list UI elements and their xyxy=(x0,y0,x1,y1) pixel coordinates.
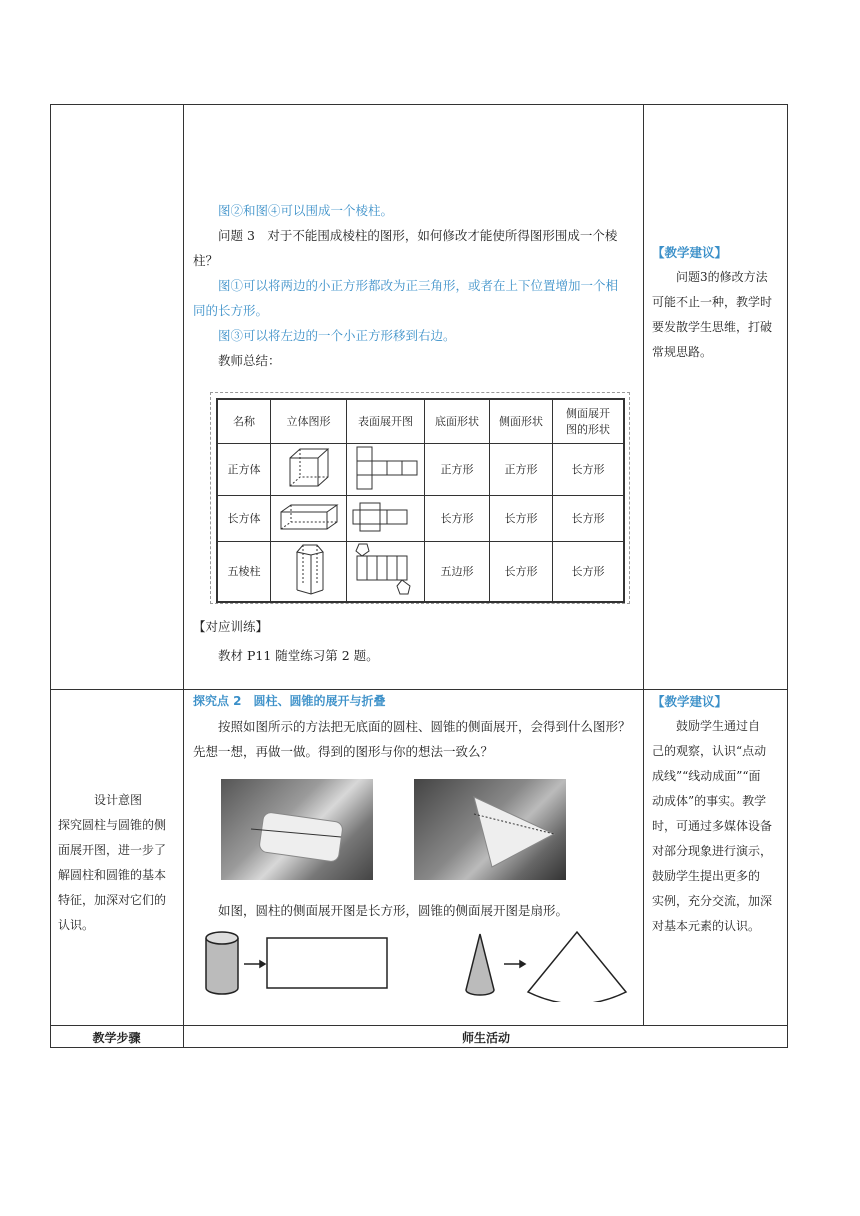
tip-line: 成线”“线动成面”“面 xyxy=(652,769,761,783)
section2-conclusion xyxy=(193,898,638,923)
column-divider-right xyxy=(643,104,644,1026)
cylinder-unfold-diagram xyxy=(200,930,390,1000)
tip-line: 要发散学生思维，打破 xyxy=(652,320,773,334)
table-row xyxy=(217,495,624,541)
row-name: 正方体 xyxy=(217,443,271,495)
teaching-tip-1 xyxy=(652,240,780,365)
answer-fig1-line1: 图①可以将两边的小正方形都改为正三角形，或者在上下位置增加一个相 xyxy=(218,278,619,293)
row-unfold: 长方形 xyxy=(553,495,625,541)
tip-title: 【教学建议】 xyxy=(652,245,728,260)
table-row xyxy=(217,443,624,495)
cuboid-net-icon xyxy=(347,495,425,541)
cuboid-icon xyxy=(271,495,347,541)
cube-icon xyxy=(271,443,347,495)
cone-unrolling-photo xyxy=(414,779,566,880)
summary-table xyxy=(216,398,625,603)
answer-fig3: 图③可以将左边的一个小正方形移到右边。 xyxy=(218,328,456,343)
section2-content xyxy=(193,689,638,764)
header-side-unfold: 侧面展开 图的形状 xyxy=(553,399,625,443)
teaching-tip-2 xyxy=(652,689,780,939)
tip-line: 常规思路。 xyxy=(652,345,713,359)
answer-prisms: 图②和图④可以围成一个棱柱。 xyxy=(218,203,394,218)
row-base: 五边形 xyxy=(425,541,490,602)
section2-para1-line1: 按照如图所示的方法把无底面的圆柱、圆锥的侧面展开，会得到什么图形？ xyxy=(218,719,631,734)
header-side: 侧面形状 xyxy=(490,399,553,443)
tip-line: 鼓励学生通过自 xyxy=(676,719,761,733)
row-unfold: 长方形 xyxy=(553,443,625,495)
cone-unfold-diagram xyxy=(460,930,630,1002)
tip-line: 时，可通过多媒体设备 xyxy=(652,819,773,833)
tip-line: 对部分现象进行演示， xyxy=(652,844,773,858)
row-name: 五棱柱 xyxy=(217,541,271,602)
tip-line: 实例，充分交流，加深 xyxy=(652,894,773,908)
answer-fig1-line2: 同的长方形。 xyxy=(193,303,269,318)
tip-title: 【教学建议】 xyxy=(652,694,728,709)
design-line: 认识。 xyxy=(58,918,95,932)
tip-line: 问题3的修改方法 xyxy=(676,270,768,284)
question-3-line1: 问题 3 对于不能围成棱柱的图形，如何修改才能使所得图形围成一个棱 xyxy=(218,228,618,243)
row-side: 长方形 xyxy=(490,495,553,541)
design-title: 设计意图 xyxy=(93,793,142,807)
tip-line: 对基本元素的认识。 xyxy=(652,919,761,933)
tip-line: 动成体”的事实。教学 xyxy=(652,794,767,808)
footer-teaching-steps: 教学步骤 xyxy=(92,1031,141,1045)
tip-line: 可能不止一种，教学时 xyxy=(652,295,773,309)
practice-block xyxy=(193,614,633,668)
row-unfold: 长方形 xyxy=(553,541,625,602)
tip-line: 己的观察，认识“点动 xyxy=(652,744,767,758)
cylinder-unrolling-photo xyxy=(221,779,373,880)
row-base: 正方形 xyxy=(425,443,490,495)
footer-activities: 师生活动 xyxy=(461,1031,510,1045)
practice-text: 教材 P11 随堂练习第 2 题。 xyxy=(218,648,379,663)
pentagonal-prism-icon xyxy=(271,541,347,602)
row-base: 长方形 xyxy=(425,495,490,541)
practice-title: 【对应训练】 xyxy=(193,619,269,634)
row-side: 长方形 xyxy=(490,541,553,602)
table-row xyxy=(217,541,624,602)
header-net: 表面展开图 xyxy=(347,399,425,443)
design-intent xyxy=(58,788,178,938)
section2-para2: 如图，圆柱的侧面展开图是长方形，圆锥的侧面展开图是扇形。 xyxy=(218,903,569,918)
teacher-summary-label: 教师总结： xyxy=(218,353,281,368)
section1-content xyxy=(193,198,633,373)
pentagonal-prism-net-icon xyxy=(347,541,425,602)
header-solid: 立体图形 xyxy=(271,399,347,443)
tip-line: 鼓励学生提出更多的 xyxy=(652,869,761,883)
header-base: 底面形状 xyxy=(425,399,490,443)
row-divider-2 xyxy=(50,1025,788,1026)
design-line: 探究圆柱与圆锥的侧 xyxy=(58,818,167,832)
section2-para1-line2: 先想一想，再做一做。得到的图形与你的想法一致么？ xyxy=(193,744,494,759)
design-line: 解圆柱和圆锥的基本 xyxy=(58,868,167,882)
question-3-line2: 柱？ xyxy=(193,253,219,268)
design-line: 特征，加深对它们的 xyxy=(58,893,167,907)
header-name: 名称 xyxy=(217,399,271,443)
column-divider-left xyxy=(183,104,184,1048)
cube-net-icon xyxy=(347,443,425,495)
row-name: 长方体 xyxy=(217,495,271,541)
row-side: 正方形 xyxy=(490,443,553,495)
design-line: 面展开图，进一步了 xyxy=(58,843,167,857)
section2-title: 探究点 2 圆柱、圆锥的展开与折叠 xyxy=(193,694,386,708)
